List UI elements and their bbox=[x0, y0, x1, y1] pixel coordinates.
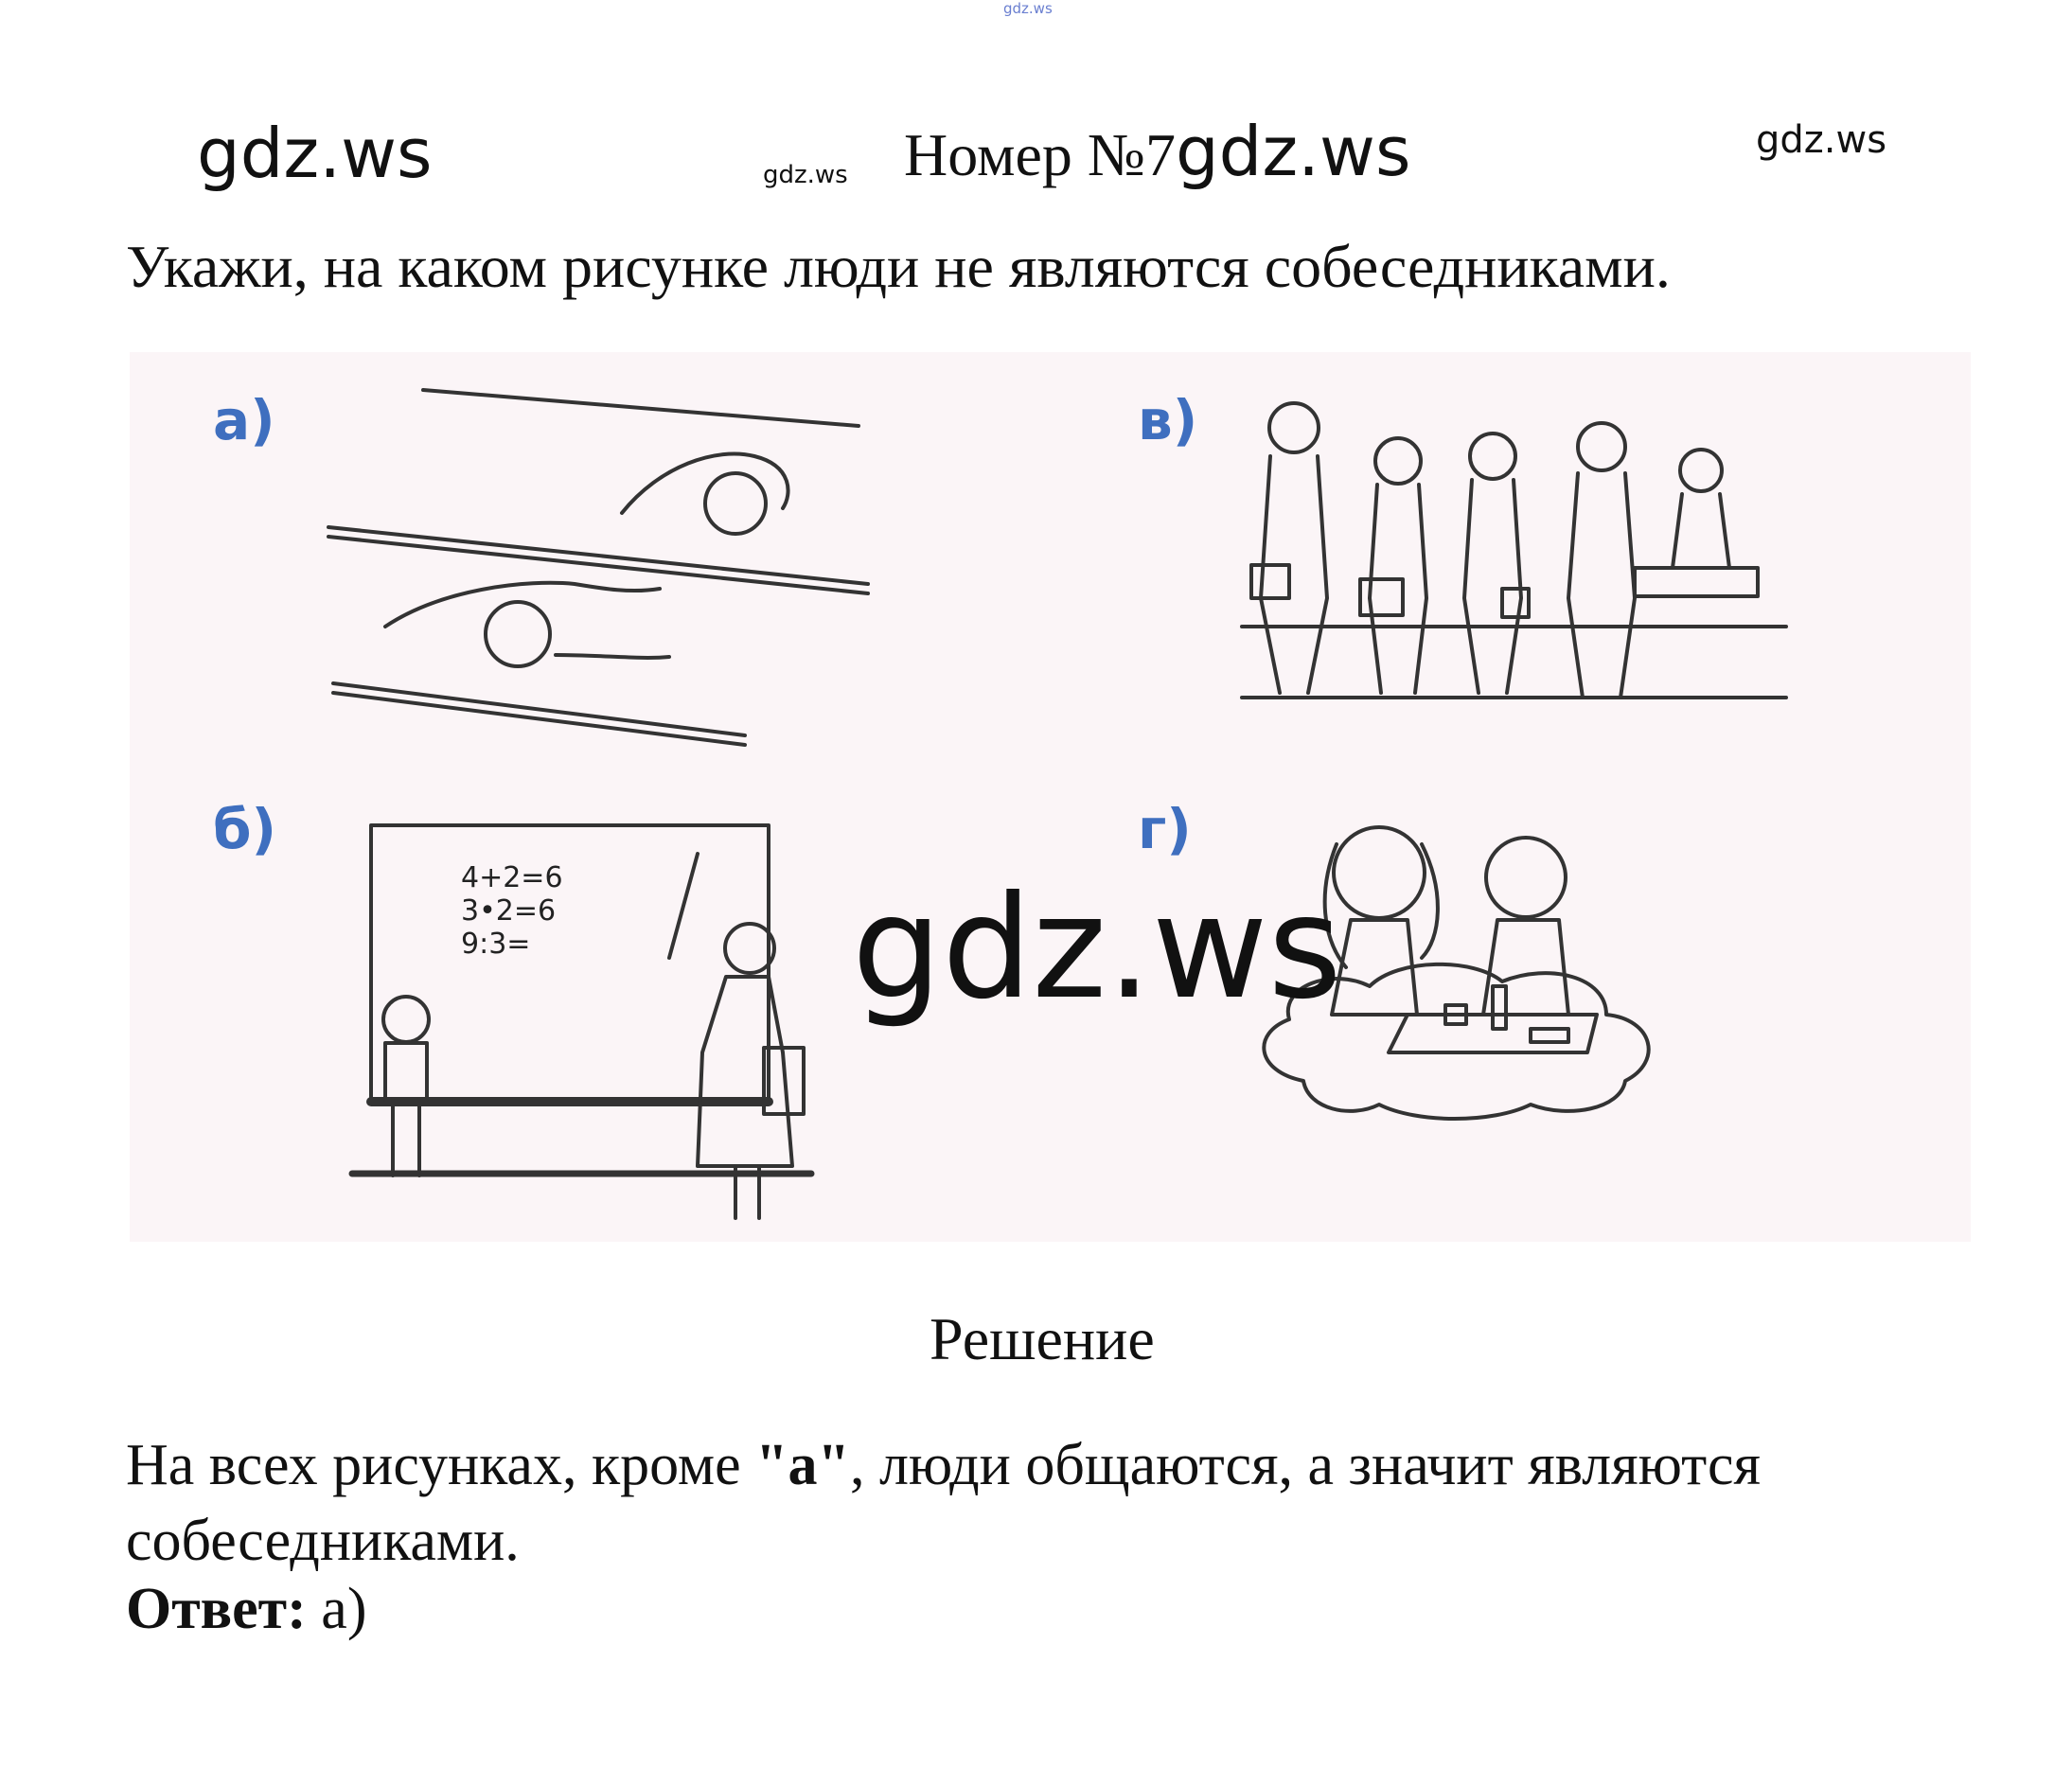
board-line-2: 3•2=6 bbox=[461, 894, 557, 928]
watermark-right: gdz.ws bbox=[1756, 118, 1887, 162]
board-line-3: 9:3= bbox=[461, 928, 531, 961]
label-a: а) bbox=[213, 388, 275, 452]
board-line-1: 4+2=6 bbox=[461, 861, 563, 894]
classroom-drawing bbox=[352, 825, 811, 1218]
solution-highlight: "а" bbox=[755, 1433, 850, 1497]
swimmers-drawing bbox=[328, 390, 868, 745]
answer-label: Ответ: bbox=[126, 1577, 307, 1641]
watermark-after-title: gdz.ws bbox=[1175, 112, 1411, 191]
solution-text bbox=[126, 1427, 1972, 1579]
solution-text-after: , люди общаются, а значит являются собеседниками. bbox=[126, 1433, 1762, 1573]
queue-drawing bbox=[1242, 403, 1786, 698]
watermark-top: gdz.ws bbox=[1003, 0, 1053, 17]
watermark-left: gdz.ws bbox=[197, 114, 433, 193]
solution-heading: Решение bbox=[930, 1305, 1155, 1372]
label-v: в) bbox=[1138, 388, 1198, 452]
answer-line bbox=[126, 1576, 366, 1643]
question-text: Укажи, на каком рисунке люди не являются собеседниками. bbox=[126, 233, 1671, 300]
watermark-small: gdz.ws bbox=[763, 161, 848, 189]
label-g: г) bbox=[1138, 797, 1192, 861]
illustration-drawing bbox=[130, 352, 1971, 1242]
exercise-illustration bbox=[130, 352, 1971, 1242]
page-title: Номер №7 bbox=[904, 121, 1176, 188]
label-b: б) bbox=[213, 797, 277, 861]
page-title-row bbox=[904, 112, 1410, 191]
watermark-center: gdz.ws bbox=[852, 866, 1342, 1031]
answer-value: а) bbox=[306, 1577, 367, 1641]
solution-text-before: На всех рисунках, кроме bbox=[126, 1433, 756, 1497]
